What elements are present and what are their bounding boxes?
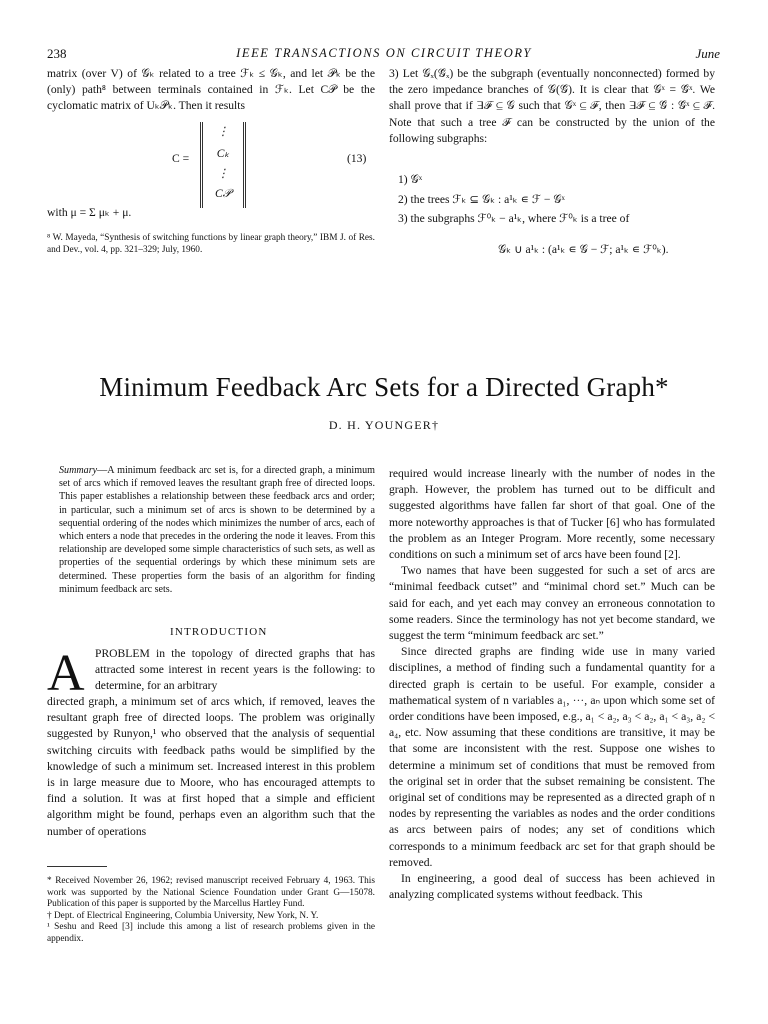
equation-lhs: C = [172, 152, 190, 165]
cyclomatic-matrix [200, 122, 246, 208]
intro-first-lines: PROBLEM in the topology of directed graphs that has attracted some interest in recent years is the following: to determine, for an arbitrary [95, 647, 375, 693]
footnote-affiliation: † Dept. of Electrical Engineering, Columbia University, New York, N. Y. [47, 910, 319, 921]
footnote-received: * Received November 26, 1962; revised manuscript received February 4, 1963. This work was supported by the National Science Foundation under Grant G—15078. Publication of this paper is supported by the Marcellus Hartley Fund. [47, 876, 375, 909]
drop-cap: A [47, 645, 85, 702]
top-left-paragraph [47, 66, 375, 115]
matrix-row: C𝒫 [215, 188, 231, 200]
summary-block [59, 464, 375, 596]
article-author: D. H. YOUNGER† [328, 418, 440, 432]
equation-number: (13) [347, 152, 367, 165]
issue-month: June [695, 46, 720, 61]
matrix-intro-text: matrix (over V) of 𝒢ₖ related to a tree ℱₖ ≤ 𝒢ₖ, and let 𝒫ₖ be the (only) path⁸ between terminals contained in ℱₖ. Let C𝒫 be the cyclomatic matrix of Uₖ𝒫ₖ. Then it results [47, 67, 375, 113]
matrix-row: ⋮ [217, 126, 229, 138]
body-paragraph: Two names that have been suggested for such a set of arcs are “minimal feedback cutset” and “minimal chord set.” Much can be said for each, and yet each may convey an erroneous connotation to some readers. Since the terminology has not yet become standard, we suggest the term “minimum feedback arc set.” [389, 564, 715, 643]
page-number: 238 [47, 46, 67, 61]
footnote-rule [47, 866, 107, 867]
body-paragraph: required would increase linearly with the number of nodes in the graph. However, the problem has turned out to be difficult and suggested algorithms have fallen far short of that goal. One of the more noteworthy approaches is that of Tucker [6] who has formulated the problem as an Integer Program. More recently, some necessary conditions on such a minimum set of arcs have been found [2]. [389, 467, 715, 562]
footnote-seshu: ¹ Seshu and Reed [3] include this among a list of research problems given in the appendix. [47, 922, 375, 944]
body-paragraph: Since directed graphs are finding wide use in many varied disciplines, a method of finding such a fundamental quantity for a directed graph is certain to be useful. For example, consider a mathematical system of n variables a₁, ···, aₙ upon which some set of order conditions have been imposed, e.g., a₁ < a₂, a₃ < a₂, a₁ < a₃, a₂ < a₄, etc. Now assuming that these conditions are transitive, it may be that some are inconsistent with the rest. Suppose one wishes to determine a minimum set of conditions that must be removed from the original set in order that the subset remaining be consistent. The original set of conditions may be represented as a directed graph of n nodes by representing the variables as nodes and the order conditions as arcs between pairs of nodes; any set of conditions which corresponds to a minimum feedback arc set for that graph should be removed. [389, 645, 715, 869]
with-mu-line: with μ = Σ μₖ + μ. [47, 206, 132, 219]
summary-text: —A minimum feedback arc set is, for a directed graph, a minimum set of arcs which if removed leaves the resultant graph free of directed loops. This paper establishes a relationship between these feedback arcs and order; in particular, such a minimum set of arcs is shown to be determined by a sequential ordering of the nodes which minimizes the number of arcs, each of which enters a node that precedes in the ordering the node it leaves. From this relationship are developed some simple characteristics of such sets, as well as properties of the sequential orderings by which these minimum sets are determined. These properties form the basis of an algorithm for finding minimum feedback arc sets. [59, 465, 375, 595]
right-body-column [389, 466, 715, 903]
article-title: Minimum Feedback Arc Sets for a Directed Graph* [99, 372, 669, 402]
subgraph-paragraph: 3) Let 𝒢ₓ(𝒢̇ₓ) be the subgraph (eventually nonconnected) formed by the zero impedance branches of 𝒢(𝒢̇). It is clear that 𝒢ˣ = 𝒢̇ˣ. We shall prove that if ∃ℱ ⊆ 𝒢 such that 𝒢ˣ ⊆ ℱ, then ∃ℱ̇ ⊆ 𝒢̇ : 𝒢̇ˣ ⊆ ℱ̇. Note that such a tree ℱ̇ can be constructed by the union of the following subgraphs: [389, 67, 715, 145]
matrix-row: Cₖ [216, 148, 230, 160]
footnotes [47, 876, 375, 945]
top-right-paragraph [389, 66, 715, 147]
footnote-mayeda: ⁸ W. Mayeda, “Synthesis of switching functions by linear graph theory,” IBM J. of Res. and Dev., vol. 4, pp. 321–329; July, 1960. [47, 233, 375, 255]
list-item: 3) the subgraphs ℱ⁰ₖ − a¹ₖ, where ℱ⁰ₖ is a tree of [398, 212, 630, 225]
list-item: 1) 𝒢ˣ [398, 173, 423, 186]
section-heading: INTRODUCTION [170, 626, 268, 638]
intro-body: directed graph, a minimum set of arcs which, if removed, leaves the resultant graph free of directed loops. The problem was originally suggested by Runyon,¹ who observed that the analysis of sequential switching circuits with feedback paths would be simplified by the knowledge of such a minimum set. Increased interest in this problem is in large measure due to Moore, who has encouraged attempts to find a solution. It was at first hoped that a simple and efficient algorithm might be found, perhaps even an algorithm such that the number of operations [47, 695, 375, 838]
matrix-row: ⋮ [217, 168, 229, 180]
subgraph-formula: 𝒢ₖ ∪ a¹ₖ : (a¹ₖ ∊ 𝒢 − ℱ; a¹ₖ ∊ ℱ⁰ₖ). [498, 243, 669, 256]
list-item: 2) the trees ℱₖ ⊆ 𝒢ₖ : a¹ₖ ∊ ℱ − 𝒢ˣ [398, 193, 565, 206]
summary-label: Summary [59, 465, 98, 476]
body-paragraph: In engineering, a good deal of success has been achieved in analyzing complicated systems without feedback. This [389, 872, 715, 902]
journal-title: IEEE TRANSACTIONS ON CIRCUIT THEORY [236, 46, 532, 60]
